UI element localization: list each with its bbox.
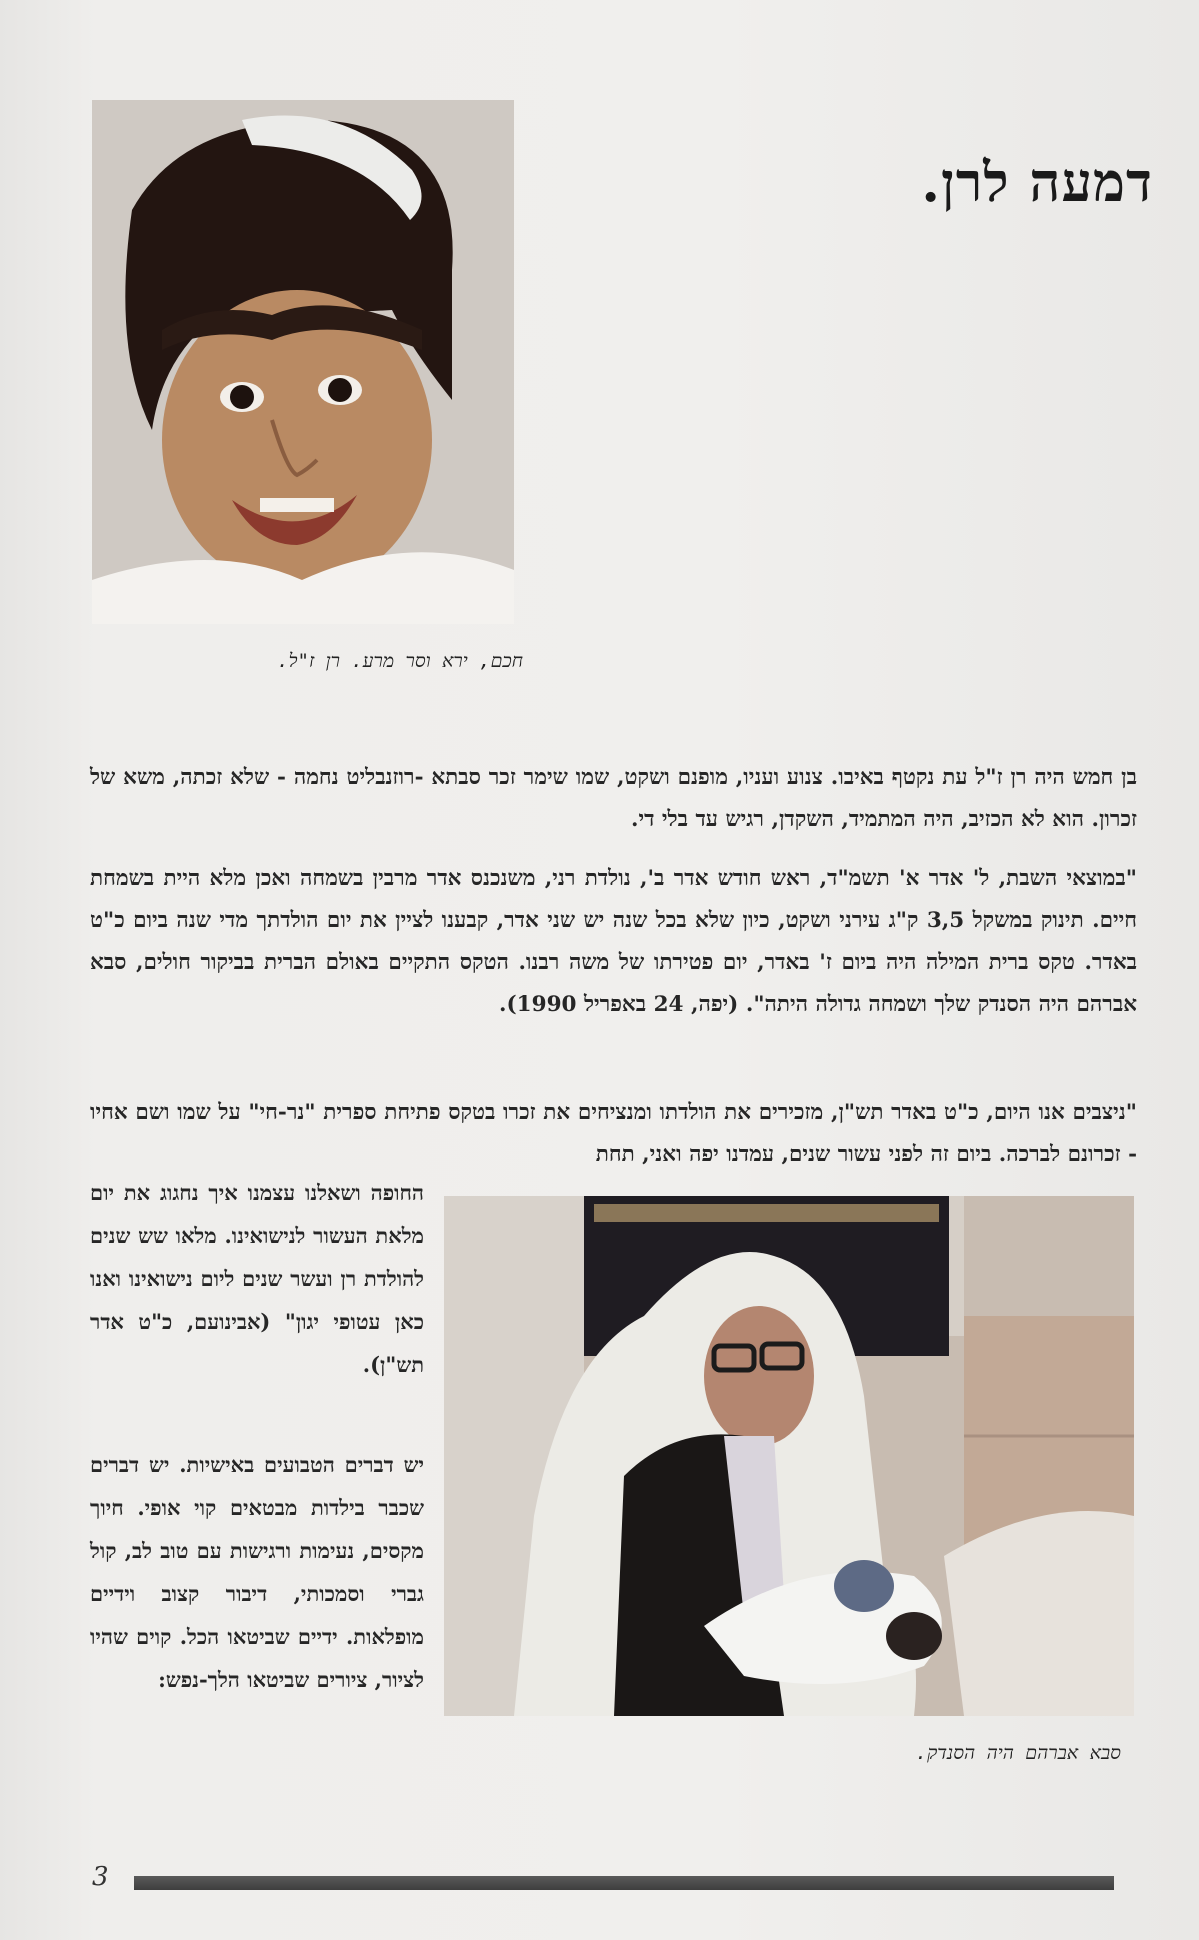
boy-photo-caption: חכם, ירא וסר מרע. רן ז"ל. (277, 650, 523, 672)
page-title: דמעה לרן. (921, 150, 1153, 214)
paragraph-intro: בן חמש היה רן ז"ל עת נקטף באיבו. צנוע ועניו, מופנם ושקט, שמו שימר זכר סבתא -רוזנבליט נחמה - שלא זכתה, משא של זכרון. הוא לא הכזיב, היה המתמיד, השקדן, רגיש עד בלי די. (90, 764, 1137, 832)
column-text-1: החופה ושאלנו עצמנו איך נחגוג את יום מלאת העשור לנישואינו. מלאו שש שנים להולדת רן ועשר שנים ליום נישואינו ואנו כאן עטופי יגון" (אבינועם, כ"ט אדר תש"ן). (90, 1180, 424, 1377)
boy-portrait-photo (92, 100, 514, 624)
footer-rule (134, 1876, 1114, 1890)
column-text-2: יש דברים הטבועים באישיות. יש דברים שכבר בילדות מבטאים קוי אופי. חיוך מקסים, נעימות ורגישות עם טוב לב, קול גברי וסמכותי, דיבור קצוב וידיים מופלאות. ידיים שביטאו הכל. קוים שהיו לציור, ציורים שביטאו הלך-נפש: (90, 1452, 424, 1692)
circumcision-ceremony-photo (444, 1196, 1134, 1716)
page-number: 3 (92, 1862, 109, 1892)
paragraph-birth-quote: "במוצאי השבת, ל' אדר א' תשמ"ד, ראש חודש אדר ב', נולדת רני, משנכנס אדר מרבין בשמחה ואכן מלא היית בשמחת חיים. תינוק במשקל 3,5 ק"ג עירני ושקט, כיון שלא בכל שנה יש שני אדר, קבענו לציין את יום הולדתך מדי שנה ביום כ"ט באדר. טקס ברית המילה היה ביום ז' באדר, יום פטירתו של משה רבנו. הטקס התקיים באולם הברית בביקור חולים, סבא אברהם היה הסנדק שלך ושמחה גדולה היתה". (יפה, 24 באפריל 1990). (90, 865, 1137, 1017)
baby-photo-caption: סבא אברהם היה הסנדק. (915, 1742, 1121, 1764)
paragraph-library-quote: "ניצבים אנו היום, כ"ט באדר תש"ן, מזכירים את הולדתו ומנציחים את זכרו בטקס פתיחת ספרית "נר-חי" על שמו ושם אחיו - זכרונם לברכה. ביום זה לפני עשור שנים, עמדנו יפה ואני, תחת (90, 1099, 1137, 1167)
